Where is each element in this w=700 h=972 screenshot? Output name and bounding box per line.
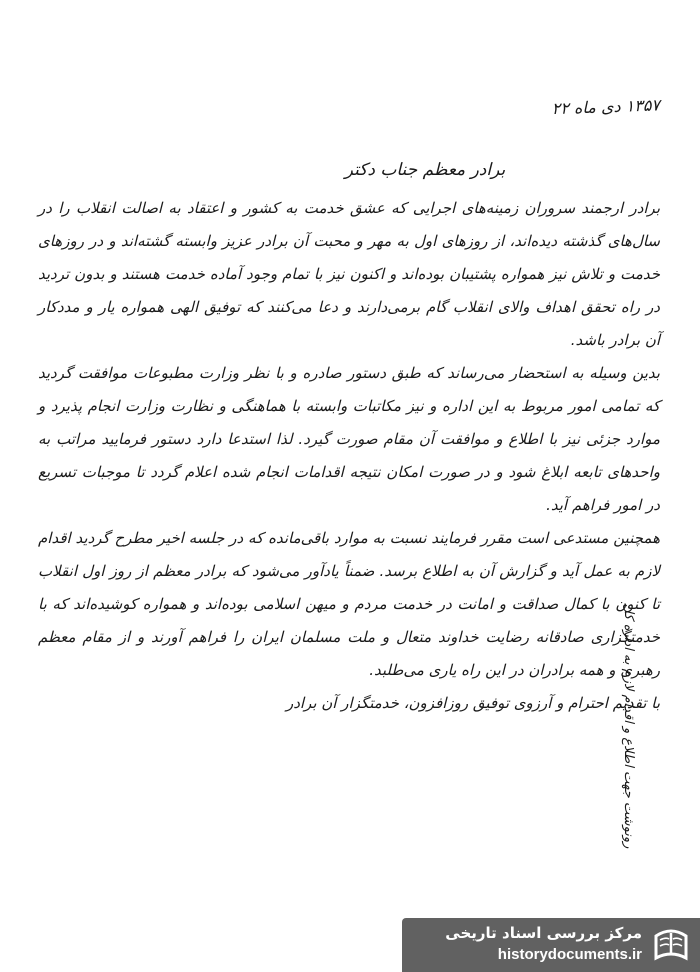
letter-paragraph-1: برادر ارجمند سروران زمینه‌های اجرایی که عشق خدمت به کشور و اعتقاد به اصالت انقلاب را در سال‌های گذشته دیده‌اند، از روزهای اول به مهر و محبت آن برادر عزیز وابسته گشته‌اند و در روزهای خدمت و تلاش نیز همواره پشتیبان بوده‌اند و اکنون نیز با تمام وجود آماده خدمت هستند و بدون تردید در راه تحقق اهداف والای انقلاب گام برمی‌دارند و دعا می‌کنند که توفیق الهی همواره یار و مددکار آن برادر باشد. xyxy=(38,199,660,349)
letter-paragraph-3: همچنین مستدعی است مقرر فرمایند نسبت به موارد باقی‌مانده که در جلسه اخیر مطرح گردید اقدام لازم به عمل آید و گزارش آن به اطلاع برسد. ضمناً یادآور می‌شود که برادر معظم از روز اول انقلاب تا کنون با کمال صداقت و امانت در خدمت مردم و میهن اسلامی بوده‌اند و همواره کوشیده‌اند که با خدمتگزاری صادقانه رضایت خداوند متعال و ملت مسلمان ایران را فراهم آورند و از مقام معظم رهبری و همه برادران در این راه یاری می‌طلبد. xyxy=(38,529,660,679)
letter-paragraph-4: با تقدیم احترام و آرزوی توفیق روزافزون، خدمتگزار آن برادر xyxy=(285,694,660,712)
archive-logo-icon xyxy=(650,924,692,966)
watermark-title: مرکز بررسی اسناد تاریخی xyxy=(445,924,642,942)
watermark-badge xyxy=(402,918,700,972)
letter-salutation: برادر معظم جناب دکتر xyxy=(344,160,506,180)
letter-body xyxy=(38,192,660,720)
margin-note: رونوشت جهت اطلاع و اقدام لازم به اداره کل xyxy=(621,603,636,849)
letter-date: ۱۳۵۷ دی ماه ۲۲ xyxy=(551,95,661,119)
letter-paragraph-2: بدین وسیله به استحضار می‌رساند که طبق دستور صادره و با نظر وزارت مطبوعات موافقت گردید که تمامی امور مربوط به این اداره و نیز مکاتبات وابسته با هماهنگی و نظارت وزارت انجام پذیرد و موارد جزئی نیز با اطلاع و موافقت آن مقام صورت گیرد. لذا استدعا دارد دستور فرمایید مراتب به واحدهای تابعه ابلاغ شود و در صورت امکان نتیجه اقدامات انجام شده اعلام گردد تا موجبات تسریع در امور فراهم آید. xyxy=(38,364,660,514)
watermark-site[interactable]: historydocuments.ir xyxy=(497,946,642,963)
